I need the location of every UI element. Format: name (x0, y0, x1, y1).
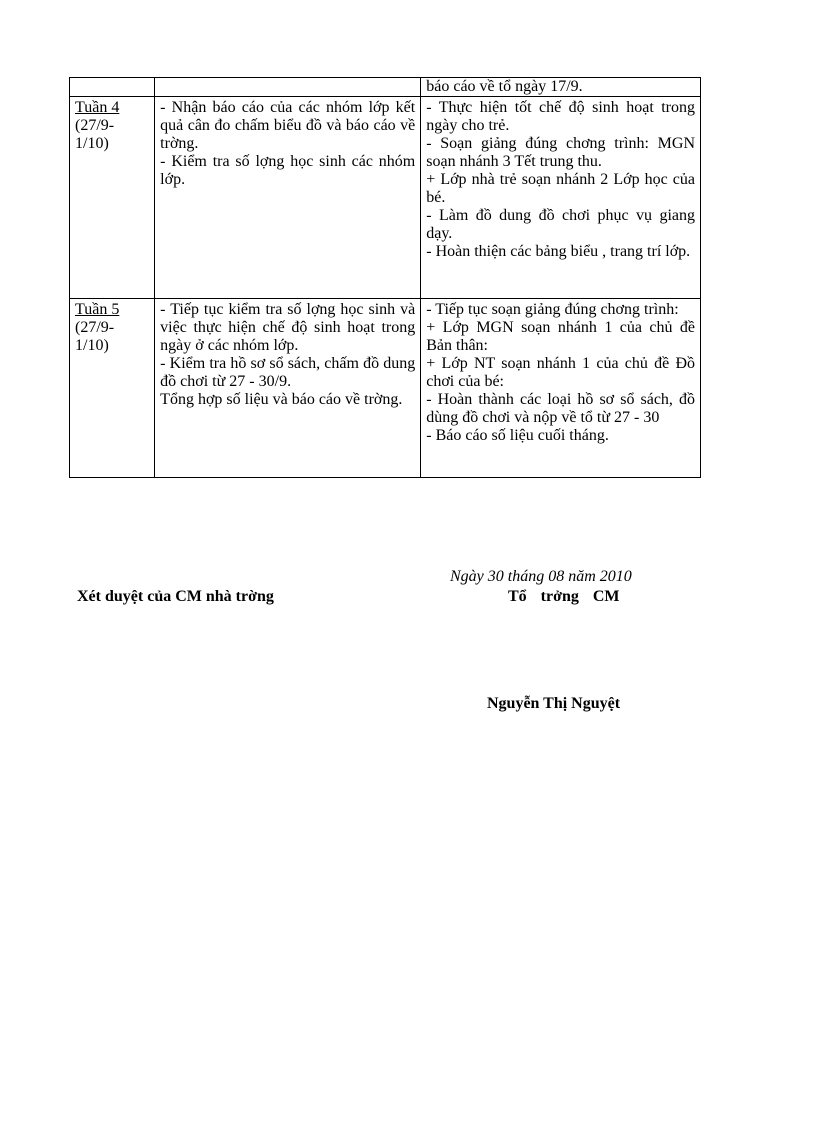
task-line: - Thực hiện tốt chế độ sinh hoạt trong ngày cho trẻ. (426, 99, 695, 134)
plan-table (69, 77, 701, 478)
teacher-tasks-cell (421, 78, 701, 97)
task-line: báo cáo về tổ ngày 17/9. (426, 78, 583, 95)
task-line: - Hoàn thiện các bảng biểu , trang trí lớp. (426, 243, 691, 260)
week-cell (70, 97, 155, 299)
task-line: - Kiểm tra số lợng học sinh các nhóm lớp. (160, 153, 416, 188)
table-row (70, 299, 701, 478)
manager-tasks-cell (155, 299, 421, 478)
week-dates: 1/10) (75, 135, 109, 152)
task-line: - Báo cáo số liệu cuối tháng. (426, 427, 609, 444)
table-row (70, 97, 701, 299)
table-row (70, 78, 701, 97)
manager-tasks-cell (155, 78, 421, 97)
week-dates: (27/9- (75, 319, 115, 336)
manager-tasks-cell (155, 97, 421, 299)
task-line: + Lớp nhà trẻ soạn nhánh 2 Lớp học của bé. (426, 171, 695, 206)
task-line: - Soạn giảng đúng chơng trình: MGN soạn nhánh 3 Tết trung thu. (426, 135, 695, 170)
task-line: - Tiếp tục soạn giảng đúng chơng trình: (426, 301, 679, 318)
task-line: - Nhận báo cáo của các nhóm lớp kết quả cân đo chấm biểu đồ và báo cáo về trờng. (160, 99, 416, 152)
task-line: Tổng hợp số liệu và báo cáo về trờng. (160, 391, 403, 408)
task-line: - Kiểm tra hồ sơ sổ sách, chấm đồ dung đồ chơi từ 27 - 30/9. (160, 355, 416, 390)
week-cell (70, 78, 155, 97)
approval-title: Xét duyệt của CM nhà trờng (77, 588, 274, 605)
task-line: - Tiếp tục kiểm tra số lợng học sinh và việc thực hiện chế độ sinh hoạt trong ngày ở các nhóm lớp. (160, 301, 416, 354)
task-line: + Lớp NT soạn nhánh 1 của chủ đề Đồ chơi của bé: (426, 355, 695, 390)
week-dates: (27/9- (75, 117, 115, 134)
week-title: Tuần 5 (75, 301, 120, 318)
signature-name: Nguyễn Thị Nguyệt (487, 695, 621, 712)
week-dates: 1/10) (75, 337, 109, 354)
week-title: Tuần 4 (75, 99, 120, 116)
teacher-tasks-cell (421, 299, 701, 478)
task-line: - Làm đồ dung đồ chơi phục vụ giang dạy. (426, 207, 695, 242)
task-line: + Lớp MGN soạn nhánh 1 của chủ đề Bản thân: (426, 319, 695, 354)
signature-role: Tổ trởng CM (508, 588, 620, 605)
teacher-tasks-cell (421, 97, 701, 299)
signature-date: Ngày 30 tháng 08 năm 2010 (450, 568, 632, 585)
week-cell (70, 299, 155, 478)
task-line: - Hoàn thành các loại hồ sơ sổ sách, đồ dùng đồ chơi và nộp về tổ từ 27 - 30 (426, 391, 695, 426)
